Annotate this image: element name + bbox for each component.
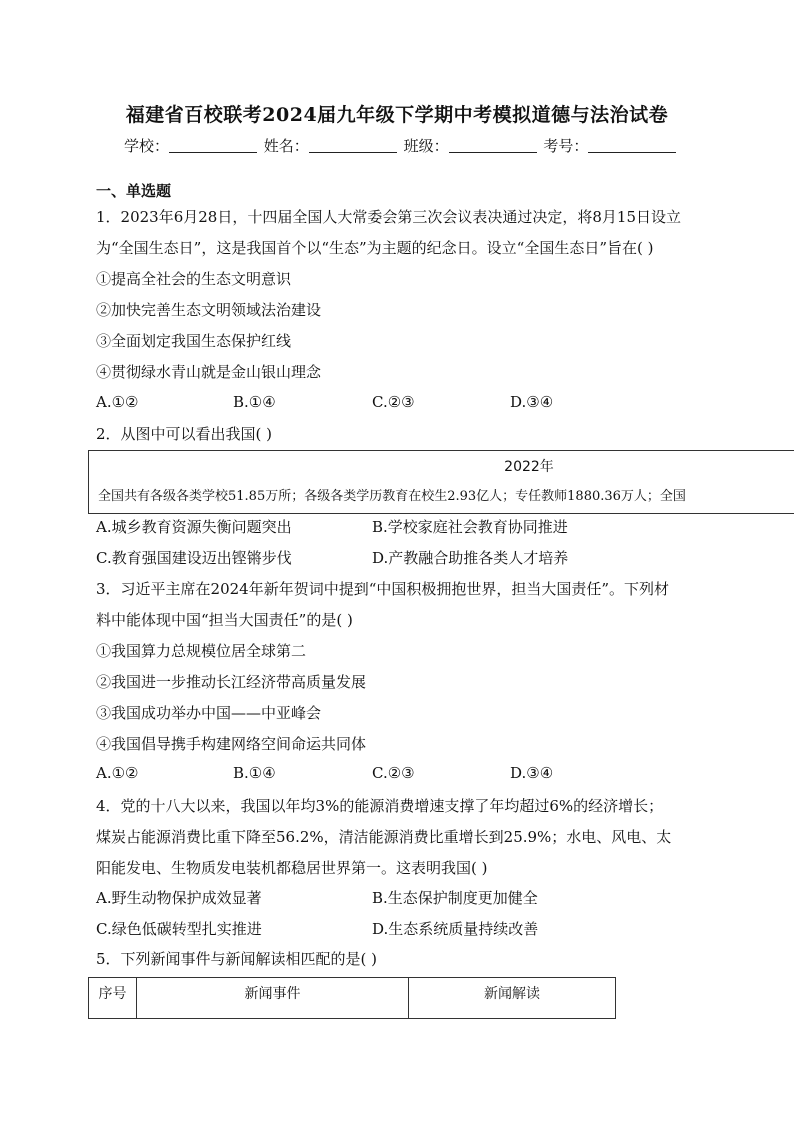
q3-item: ②我国进一步推动长江经济带高质量发展 <box>96 673 367 691</box>
q3-option-b[interactable]: B.①④ <box>233 764 276 782</box>
q4-option-d[interactable]: D.生态系统质量持续改善 <box>372 920 539 938</box>
q2-table-year: 2022年 <box>504 459 554 475</box>
q1-option-c[interactable]: C.②③ <box>372 393 415 411</box>
q3-stem-line1: 3．习近平主席在2024年新年贺词中提到“中国积极拥抱世界，担当大国责任”。下列材 <box>96 580 670 598</box>
q5-header-event: 新闻事件 <box>137 978 409 1018</box>
q4-option-b[interactable]: B.生态保护制度更加健全 <box>372 889 538 907</box>
q1-item: ③全面划定我国生态保护红线 <box>96 332 292 350</box>
q4-option-a[interactable]: A.野生动物保护成效显著 <box>96 889 262 907</box>
q3-option-a[interactable]: A.①② <box>96 764 139 782</box>
q5-stem: 5．下列新闻事件与新闻解读相匹配的是( ) <box>96 950 378 968</box>
q5-header-interpretation: 新闻解读 <box>484 986 540 1002</box>
q1-option-d[interactable]: D.③④ <box>510 393 554 411</box>
name-label: 姓名： <box>263 137 309 155</box>
student-info-line <box>124 135 678 156</box>
q1-option-a[interactable]: A.①② <box>96 393 139 411</box>
q2-option-c[interactable]: C.教育强国建设迈出铿锵步伐 <box>96 549 292 567</box>
q4-option-c[interactable]: C.绿色低碳转型扎实推进 <box>96 920 262 938</box>
q2-option-b[interactable]: B.学校家庭社会教育协同推进 <box>372 518 568 536</box>
q4-stem-line2: 煤炭占能源消费比重下降至56.2%，清洁能源消费比重增长到25.9%；水电、风电、太 <box>96 828 672 846</box>
school-label: 学校： <box>124 137 170 155</box>
number-blank[interactable] <box>588 138 676 153</box>
number-label: 考号： <box>543 137 589 155</box>
q5-news-table <box>88 977 616 1019</box>
q5-header-number: 序号 <box>89 978 137 1018</box>
page-title: 福建省百校联考2024届九年级下学期中考模拟道德与法治试卷 <box>125 104 669 126</box>
q3-item: ①我国算力总规模位居全球第二 <box>96 642 307 660</box>
q4-stem-line1: 4．党的十八大以来，我国以年均3%的能源消费增速支撑了年均超过6%的经济增长； <box>96 797 664 815</box>
q3-stem-line2: 料中能体现中国“担当大国责任”的是( ) <box>96 611 353 629</box>
q3-item: ③我国成功举办中国——中亚峰会 <box>96 704 322 722</box>
q1-stem-line2: 为“全国生态日”，这是我国首个以“生态”为主题的纪念日。设立“全国生态日”旨在( ) <box>96 239 654 257</box>
q1-item: ①提高全社会的生态文明意识 <box>96 270 292 288</box>
q2-stem: 2．从图中可以看出我国( ) <box>96 425 273 443</box>
q1-stem-line1: 1．2023年6月28日，十四届全国人大常委会第三次会议表决通过决定，将8月15日设立 <box>96 208 681 226</box>
q3-option-c[interactable]: C.②③ <box>372 764 415 782</box>
q1-item: ④贯彻绿水青山就是金山银山理念 <box>96 363 322 381</box>
q4-stem-line3: 阳能发电、生物质发电装机都稳居世界第一。这表明我国( ) <box>96 859 488 877</box>
q1-option-b[interactable]: B.①④ <box>233 393 276 411</box>
q2-option-a[interactable]: A.城乡教育资源失衡问题突出 <box>96 518 292 536</box>
q3-option-d[interactable]: D.③④ <box>510 764 554 782</box>
class-blank[interactable] <box>449 138 537 153</box>
school-blank[interactable] <box>169 138 257 153</box>
q3-item: ④我国倡导携手构建网络空间命运共同体 <box>96 735 367 753</box>
class-label: 班级： <box>403 137 449 155</box>
q2-option-d[interactable]: D.产教融合助推各类人才培养 <box>372 549 569 567</box>
q2-table-text: 全国共有各级各类学校51.85万所；各级各类学历教育在校生2.93亿人；专任教师1880.36万人；全国 <box>98 489 686 504</box>
q2-data-table <box>88 450 794 514</box>
q1-item: ②加快完善生态文明领域法治建设 <box>96 301 322 319</box>
name-blank[interactable] <box>309 138 397 153</box>
section-heading: 一、单选题 <box>96 182 172 200</box>
